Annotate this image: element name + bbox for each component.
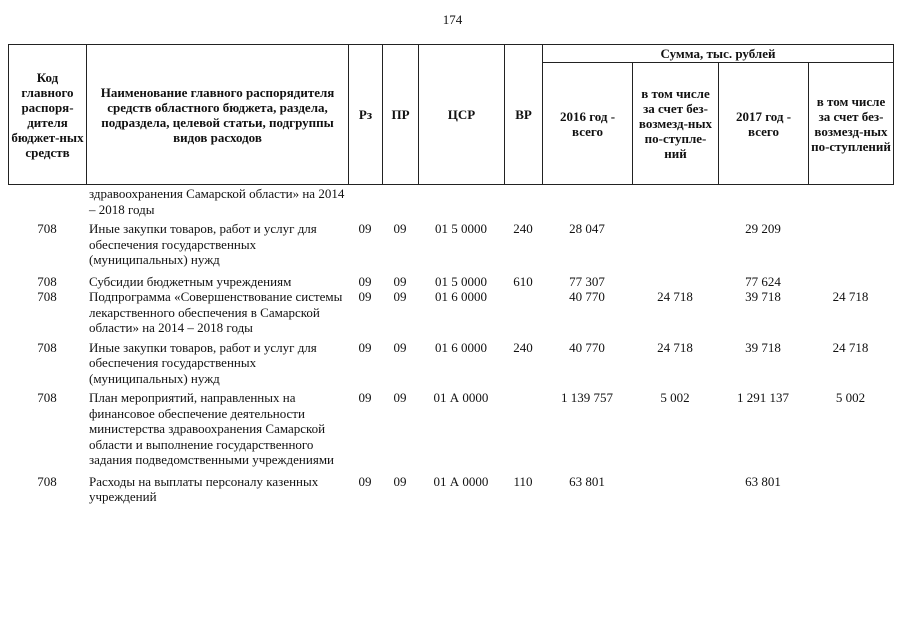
row-rz: 09 xyxy=(358,273,372,289)
row-2016-total: 1 139 757 xyxy=(561,390,613,405)
row-rz: 09 xyxy=(358,473,372,489)
row-kod: 708 xyxy=(37,273,57,289)
row-pr: 09 xyxy=(393,289,407,304)
header-rz: Рз xyxy=(349,45,383,185)
row-2017-total: 29 209 xyxy=(745,221,781,236)
row-csr: 01 6 0000 xyxy=(435,339,487,355)
row-name: Расходы на выплаты персоналу казенных учреждений xyxy=(89,473,319,504)
row-2016-bez xyxy=(632,268,718,290)
header-2016-bez: в том числе за счет без-возмезд-ных по-ступле-ний xyxy=(633,63,719,185)
header-2016-total: 2016 год - всего xyxy=(543,63,633,185)
row-csr: 01 5 0000 xyxy=(435,273,487,289)
row-2016-total: 40 770 xyxy=(569,289,605,304)
header-kod: Код главного распоря-дителя бюджет-ных средств xyxy=(9,45,87,185)
header-pr: ПР xyxy=(383,45,419,185)
table-row xyxy=(8,289,893,336)
row-2016-total: 40 770 xyxy=(569,339,605,355)
row-pr: 09 xyxy=(393,221,407,236)
header-2017-bez: в том числе за счет без-возмезд-ных по-ступлений xyxy=(809,63,894,185)
row-name: Подпрограмма «Совершенствование системы лекарственного обеспечения в Самарской области» на 2014 – 2018 годы xyxy=(89,289,343,335)
row-csr: 01 5 0000 xyxy=(435,221,487,236)
row-2017-bez xyxy=(808,268,893,290)
row-pr: 09 xyxy=(393,473,407,489)
budget-table-header xyxy=(8,44,894,185)
row-kod: 708 xyxy=(37,339,57,355)
row-vr: 240 xyxy=(513,339,533,355)
row-name: Субсидии бюджетным учреждениям xyxy=(89,273,292,289)
table-row xyxy=(8,268,893,290)
row-2017-bez: 24 718 xyxy=(832,289,869,304)
row-2017-bez xyxy=(808,468,893,505)
row-name: Иные закупки товаров, работ и услуг для обеспечения государственных (муниципальных) нужд xyxy=(89,221,317,267)
row-2017-total: 39 718 xyxy=(745,339,781,355)
row-csr: 01 6 0000 xyxy=(435,289,487,304)
row-2016-bez xyxy=(632,468,718,505)
row-vr: 610 xyxy=(513,273,533,289)
row-2016-total: 77 307 xyxy=(569,273,605,289)
row-2017-total: 77 624 xyxy=(745,273,781,289)
row-2017-bez: 5 002 xyxy=(835,390,866,405)
continuation-row xyxy=(8,186,893,217)
row-name: План мероприятий, направленных на финансовое обеспечение деятельности министерства здравоохранения Самарской области и выполнение государственного задания подведомственными учреждениями xyxy=(89,390,335,467)
table-row xyxy=(8,217,893,268)
row-2016-bez: 24 718 xyxy=(657,289,693,304)
row-csr: 01 А 0000 xyxy=(433,473,489,489)
header-name: Наименование главного распорядителя средств областного бюджета, раздела, подраздела, целевой статьи, подгруппы видов расходов xyxy=(87,45,349,185)
row-kod: 708 xyxy=(37,390,57,405)
row-rz: 09 xyxy=(358,390,372,405)
row-kod: 708 xyxy=(37,289,57,304)
row-pr: 09 xyxy=(393,273,407,289)
row-2017-total: 63 801 xyxy=(745,473,781,489)
table-row xyxy=(8,468,893,505)
row-pr: 09 xyxy=(393,339,407,355)
row-2017-total: 1 291 137 xyxy=(737,390,789,405)
row-2016-bez: 5 002 xyxy=(660,390,690,405)
row-2017-total: 39 718 xyxy=(745,289,781,304)
row-rz: 09 xyxy=(358,221,372,236)
row-2016-bez: 24 718 xyxy=(657,339,693,355)
row-rz: 09 xyxy=(358,289,372,304)
budget-table-body xyxy=(8,186,893,505)
row-2017-bez: 24 718 xyxy=(832,339,869,355)
page-number: 174 xyxy=(442,12,463,27)
row-vr xyxy=(504,289,542,336)
row-2016-total: 28 047 xyxy=(569,221,605,236)
row-pr: 09 xyxy=(393,390,407,405)
table-row xyxy=(8,386,893,468)
row-kod: 708 xyxy=(37,473,57,489)
row-2016-total: 63 801 xyxy=(569,473,605,489)
header-vr: ВР xyxy=(505,45,543,185)
header-2017-total: 2017 год - всего xyxy=(719,63,809,185)
row-rz: 09 xyxy=(358,339,372,355)
header-sum: Сумма, тыс. рублей xyxy=(543,45,894,63)
continuation-text: здравоохранения Самарской области» на 2014 – 2018 годы xyxy=(89,186,345,217)
header-csr: ЦСР xyxy=(419,45,505,185)
row-name: Иные закупки товаров, работ и услуг для обеспечения государственных (муниципальных) нужд xyxy=(89,339,317,386)
row-vr: 110 xyxy=(513,473,533,489)
row-kod: 708 xyxy=(37,221,57,236)
row-2016-bez xyxy=(632,217,718,268)
table-row xyxy=(8,336,893,387)
row-csr: 01 А 0000 xyxy=(433,390,489,405)
row-vr: 240 xyxy=(513,221,533,236)
row-vr xyxy=(504,386,542,468)
row-2017-bez xyxy=(808,217,893,268)
